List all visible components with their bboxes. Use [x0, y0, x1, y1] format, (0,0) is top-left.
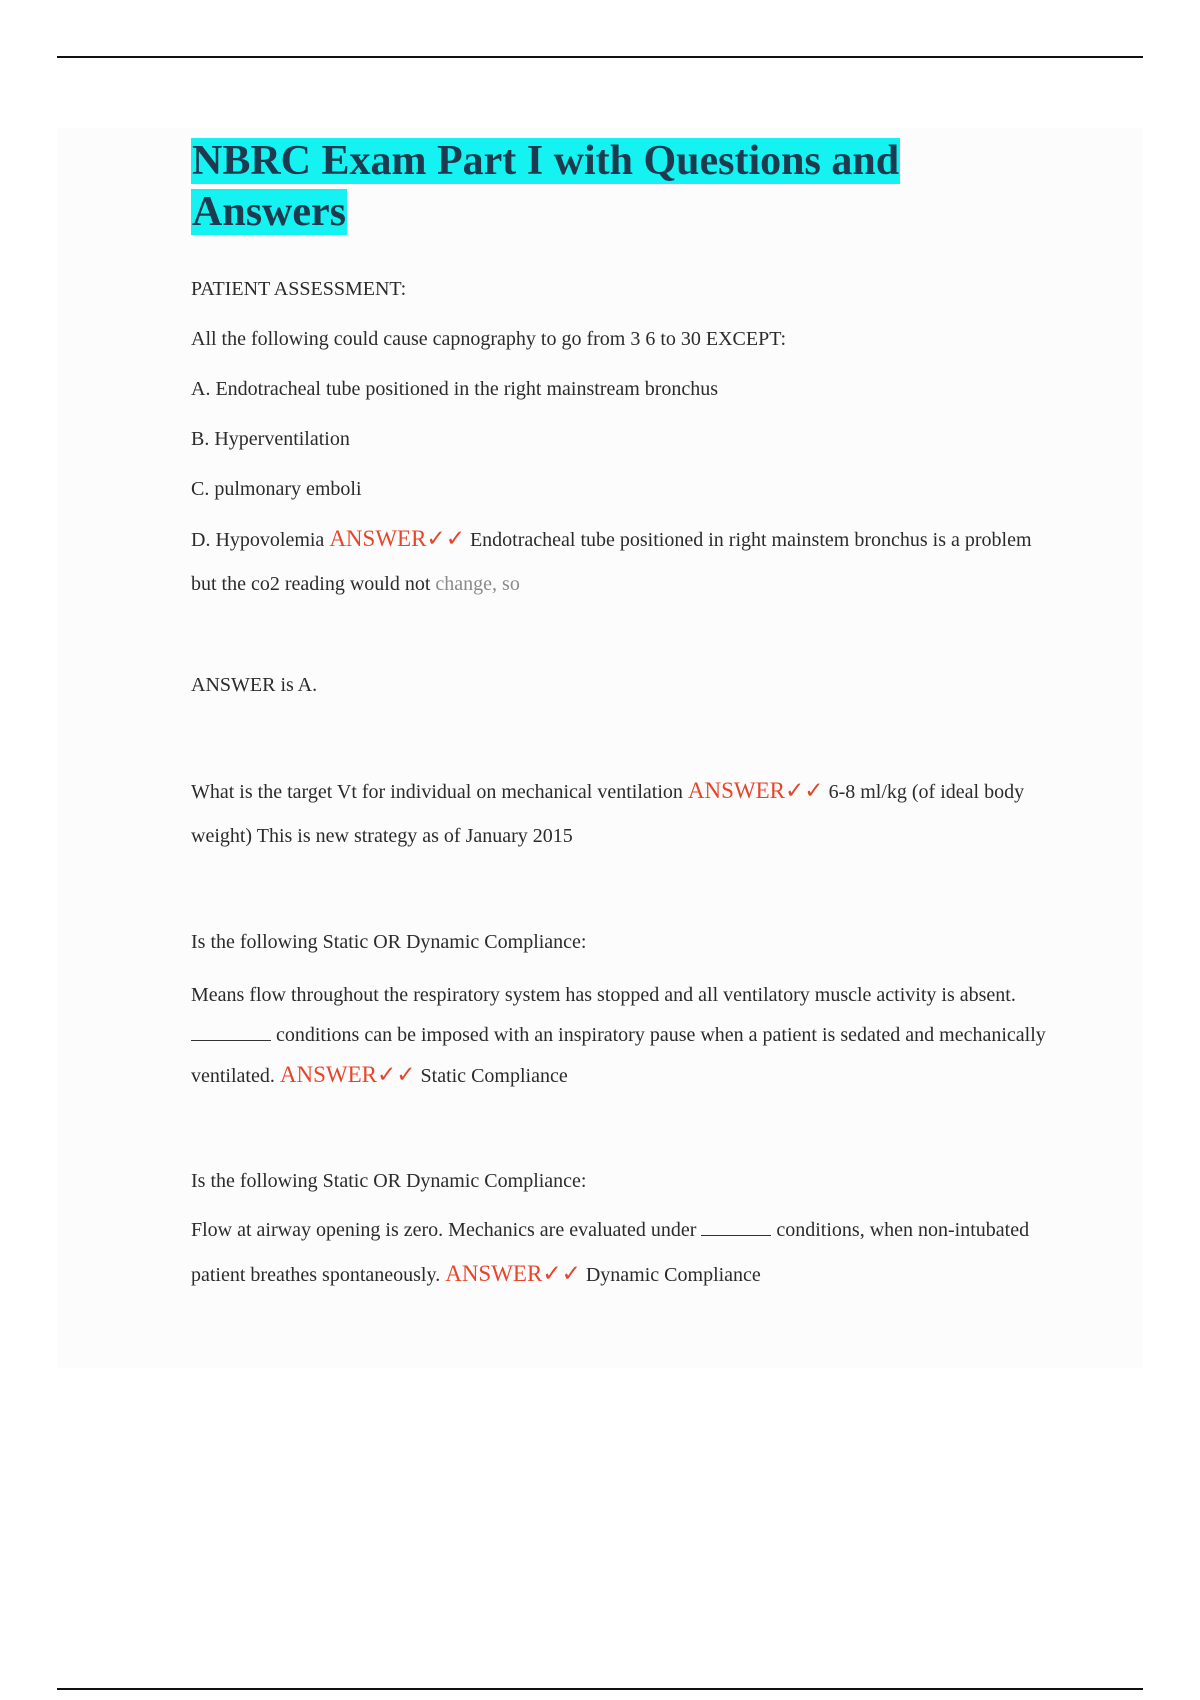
answer-marker: ANSWER✓✓	[329, 526, 465, 551]
q3-body-part1: Means flow throughout the respiratory system has stopped and all ventilatory muscle activity is absent.	[191, 984, 1016, 1006]
answer-marker: ANSWER✓✓	[445, 1261, 581, 1286]
answer-marker: ANSWER✓✓	[687, 778, 824, 803]
q3-heading: Is the following Static OR Dynamic Compliance:	[191, 931, 587, 953]
q4-heading: Is the following Static OR Dynamic Compliance:	[191, 1170, 587, 1192]
q3-body-with-answer	[191, 975, 1051, 1096]
header-rule	[57, 56, 1143, 58]
fill-in-blank	[701, 1219, 771, 1236]
q1-stem: All the following could cause capnography to go from 3 6 to 30 EXCEPT:	[191, 328, 787, 350]
q1-answer-text: Endotracheal tube positioned in right mainstem bronchus is a problem but the co2 reading would not	[191, 529, 1032, 595]
q4-answer-text: Dynamic Compliance	[585, 1264, 761, 1286]
q2-stem: What is the target Vt for individual on mechanical ventilation	[191, 781, 683, 803]
q1-option-d-with-answer	[191, 517, 1051, 606]
q4-body-part2: conditions, when non-intubated patient breathes spontaneously.	[191, 1219, 1030, 1286]
answer-marker: ANSWER✓✓	[279, 1062, 416, 1087]
q1-option-b: B. Hyperventilation	[191, 428, 350, 450]
q3-answer-text: Static Compliance	[420, 1065, 568, 1087]
q1-final-answer: ANSWER is A.	[191, 674, 318, 696]
fill-in-blank	[191, 1024, 271, 1041]
document-body	[191, 136, 1051, 1297]
q2-answer-text: 6-8 ml/kg (of ideal body weight) This is new strategy as of January 2015	[191, 781, 1025, 847]
q1-option-a: A. Endotracheal tube positioned in the right mainstream bronchus	[191, 378, 719, 400]
q1-option-c: C. pulmonary emboli	[191, 478, 362, 500]
section-heading: PATIENT ASSESSMENT:	[191, 278, 407, 300]
q4-body-with-answer	[191, 1208, 1051, 1297]
q3-body-part2: conditions can be imposed with an inspiratory pause when a patient is sedated and mechanically ventilated.	[191, 1024, 1046, 1087]
q1-option-d: D. Hypovolemia	[191, 529, 325, 551]
title-highlight: NBRC Exam Part I with Questions and Answers	[192, 138, 900, 235]
q1-answer-text-faded: change, so	[435, 573, 520, 595]
q2-with-answer	[191, 769, 1051, 858]
footer-rule	[57, 1688, 1143, 1690]
q4-body-part1: Flow at airway opening is zero. Mechanics are evaluated under	[191, 1219, 702, 1241]
document-title	[191, 136, 1051, 238]
